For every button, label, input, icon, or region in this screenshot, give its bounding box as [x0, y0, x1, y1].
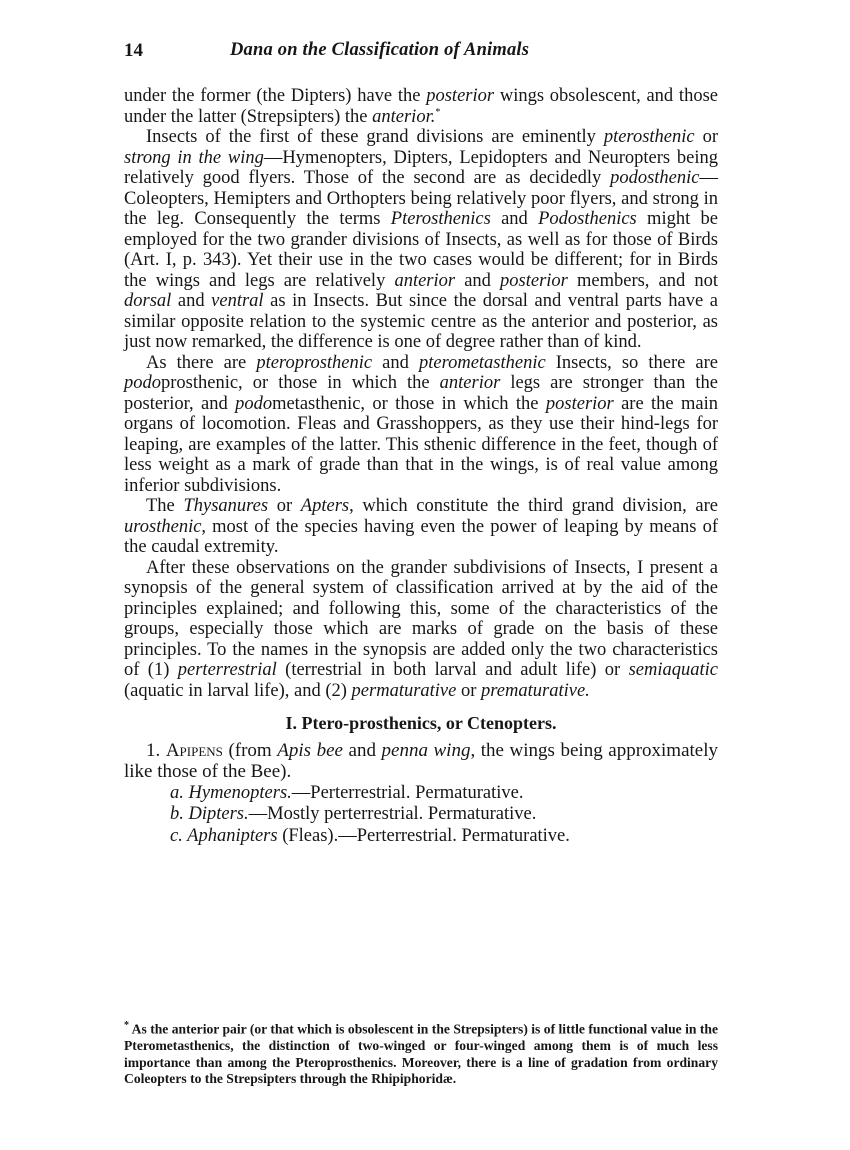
- footnote: [124, 1018, 718, 1088]
- footnote-mark: *: [124, 1020, 129, 1031]
- paragraph-2: Insects of the first of these grand divisions are eminently pterosthenic or strong in the wing—Hymenopters, Dipters, Lepidopters and Neuropters being relatively good flyers. Those of the second are as decidedly podosthenic—Coleopters, Hemipters and Orthopters being relatively poor flyers, and strong in the leg. Consequently the terms Pterosthenics and Podosthenics might be employed for the two grander divisions of Insects, as well as for those of Birds (Art. I, p. 343). Yet their use in the two cases would be different; for in Birds the wings and legs are relatively anterior and posterior members, and not dorsal and ventral as in Insects. But since the dorsal and ventral parts have a similar opposite relation to the systemic centre as the anterior and posterior, as just now remarked, the difference is one of degree rather than of kind.: [124, 127, 719, 352]
- footnote-text: As the anterior pair (or that which is obsolescent in the Strepsipters) is of little functional value in the Pterometasthenics, the distinction of two-winged or four-winged among them is of much less importance than among the Pteroprosthenics. Moreover, there is a line of gradation from ordinary Coleopters to the Strepsipters through the Rhipiphoridæ.: [124, 1021, 718, 1087]
- running-head: [124, 40, 724, 68]
- paragraph-3: As there are pteroprosthenic and pterometasthenic Insects, so there are podoprosthenic, or those in which the anterior legs are stronger than the posterior, and podometasthenic, or those in which the posterior are the main organs of locomotion. Fleas and Grasshoppers, as they use their hind-legs for leaping, are examples of the latter. This sthenic difference in the feet, though of less weight as a mark of grade than that in the wings, is of real value among inferior subdivisions.: [124, 352, 718, 496]
- order-entry: 1. Apipens (from Apis bee and penna wing, the wings being approximately like those of the Bee).: [124, 739, 718, 782]
- page-number: 14: [124, 40, 143, 61]
- paragraph-5: After these observations on the grander subdivisions of Insects, I present a synopsis of the general system of classification arrived at by the aid of the principles explained; and following this, some of the characteristics of the groups, especially those which are marks of grade on the basis of these principles. To the names in the synopsis are added only the two characteristics of (1) perterrestrial (terrestrial in both larval and adult life) or semiaquatic (aquatic in larval life), and (2) permaturative or prematurative.: [124, 557, 719, 701]
- body-text: [124, 86, 718, 846]
- paragraph-1: under the former (the Dipters) have the posterior wings obsolescent, and those under the latter (Strepsipters) the anterior.*: [124, 86, 718, 127]
- paragraph-4: The Thysanures or Apters, which constitute the third grand division, are urosthenic, most of the species having even the power of leaping by means of the caudal extremity.: [124, 496, 718, 557]
- running-title: Dana on the Classification of Animals: [230, 40, 530, 60]
- suborder-a: a. Hymenopters.—Perterrestrial. Permaturative.: [170, 782, 524, 803]
- suborder-c: c. Aphanipters (Fleas).—Perterrestrial. Permaturative.: [170, 825, 570, 846]
- footnote-reference: *: [435, 106, 441, 118]
- section-heading: I. Ptero-prosthenics, or Ctenopters.: [285, 713, 557, 733]
- suborder-b: b. Dipters.—Mostly perterrestrial. Permaturative.: [170, 804, 537, 824]
